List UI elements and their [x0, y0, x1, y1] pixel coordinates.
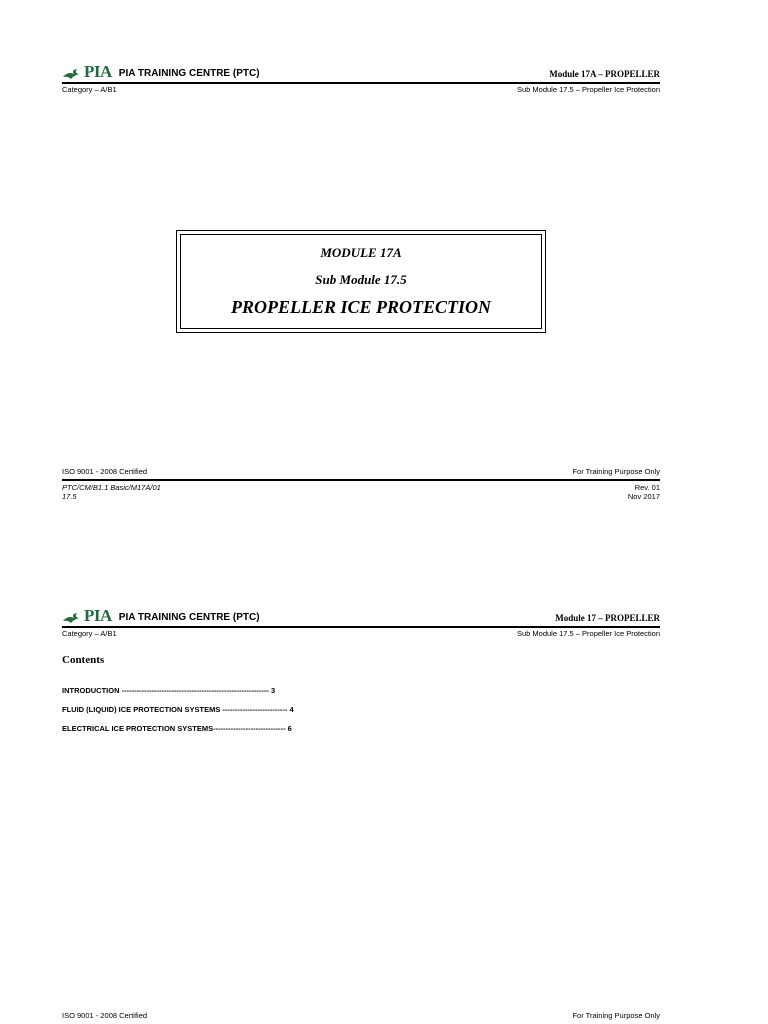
revision: Rev. 01: [634, 483, 660, 492]
category-label: Category – A/B1: [62, 85, 117, 94]
training-purpose: For Training Purpose Only: [572, 467, 660, 476]
iso-certified: ISO 9001 - 2008 Certified: [62, 467, 148, 476]
page-footer: [62, 467, 660, 501]
pia-bird-logo-icon: [62, 612, 80, 624]
logo-text: PIA: [84, 606, 112, 625]
page-footer: [62, 1011, 660, 1021]
section-number: 17.5: [62, 492, 77, 501]
org-name: PIA TRAINING CENTRE (PTC): [118, 612, 260, 623]
org-name: PIA TRAINING CENTRE (PTC): [118, 68, 260, 79]
category-label: Category – A/B1: [62, 629, 117, 638]
title-box: [176, 230, 546, 333]
document-title: PROPELLER ICE PROTECTION: [230, 297, 492, 317]
header-rule: [62, 82, 660, 84]
module-title: Module 17 – PROPELLER: [555, 613, 660, 623]
submodule-label: Sub Module 17.5 – Propeller Ice Protection: [516, 85, 660, 94]
logo-text: PIA: [84, 62, 112, 81]
doc-reference: PTC/CM/B1.1 Basic/M17A/01: [62, 483, 161, 492]
footer-rule: [62, 479, 660, 481]
pia-bird-logo-icon: [62, 68, 80, 80]
toc-entry-fluid-ice-protection[interactable]: FLUID (LIQUID) ICE PROTECTION SYSTEMS -------------------------- 4: [62, 705, 294, 714]
pia-logo: [62, 608, 260, 624]
document-page-2: [0, 560, 768, 1024]
page-header: [62, 606, 660, 639]
toc-entry-electrical-ice-protection[interactable]: ELECTRICAL ICE PROTECTION SYSTEMS----------------------------- 6: [62, 724, 292, 733]
submodule-heading: Sub Module 17.5: [315, 272, 407, 287]
module-heading: MODULE 17A: [320, 245, 402, 260]
page-header: [62, 62, 660, 95]
header-rule: [62, 626, 660, 628]
iso-certified: ISO 9001 - 2008 Certified: [62, 1011, 148, 1020]
pia-logo: [62, 64, 260, 80]
table-of-contents: [62, 686, 294, 743]
submodule-label: Sub Module 17.5 – Propeller Ice Protection: [516, 629, 660, 638]
contents-heading: Contents: [62, 654, 105, 666]
module-title: Module 17A – PROPELLER: [549, 69, 660, 79]
toc-entry-introduction[interactable]: INTRODUCTION ----------------------------------------------------------- 3: [62, 686, 276, 695]
training-purpose: For Training Purpose Only: [572, 1011, 660, 1020]
revision-date: Nov 2017: [627, 492, 660, 501]
